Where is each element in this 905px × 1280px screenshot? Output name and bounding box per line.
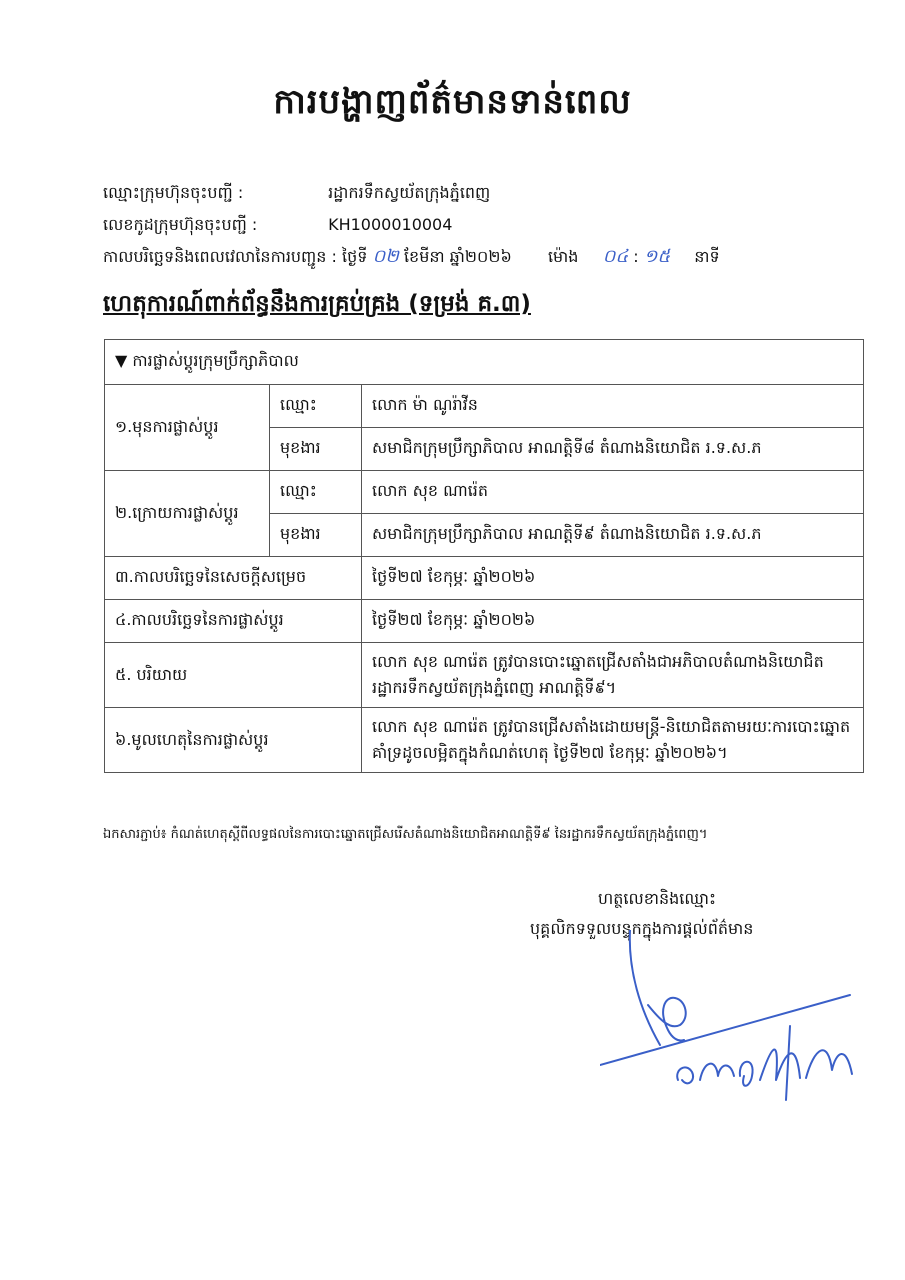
company-code-value: KH1000010004 — [328, 215, 453, 234]
handwritten-signature-icon — [600, 930, 870, 1105]
submission-time-label: ម៉ោង — [547, 247, 579, 266]
decision-date-value: ថ្ងៃទី២៧ ខែកុម្ភៈ ឆ្នាំ២០២៦ — [362, 557, 864, 600]
change-date-value: ថ្ងៃទី២៧ ខែកុម្ភៈ ឆ្នាំ២០២៦ — [362, 600, 864, 643]
submission-day: ០២ — [372, 246, 399, 267]
decision-date-label: ៣.កាលបរិច្ឆេទនៃសេចក្តីសម្រេច — [105, 557, 362, 600]
after-position-value: សមាជិកក្រុមប្រឹក្សាភិបាល អាណត្តិទី៩ តំណាងនិយោជិត រ.ទ.ស.ភ — [362, 514, 864, 557]
board-change-table — [104, 339, 864, 773]
table-row — [105, 643, 864, 708]
before-position-value: សមាជិកក្រុមប្រឹក្សាភិបាល អាណត្តិទី៨ តំណាងនិយោជិត រ.ទ.ស.ភ — [362, 428, 864, 471]
table-header-row — [105, 340, 864, 385]
table-header: ▼ ការផ្លាស់ប្តូរក្រុមប្រឹក្សាភិបាល — [105, 340, 864, 385]
before-position-label: មុខងារ — [270, 428, 362, 471]
before-name-label: ឈ្មោះ — [270, 385, 362, 428]
table-row — [105, 557, 864, 600]
after-position-label: មុខងារ — [270, 514, 362, 557]
submission-time-separator: : — [633, 247, 639, 266]
after-change-label: ២.ក្រោយការផ្លាស់ប្តូរ — [105, 471, 270, 557]
attachment-note: ឯកសារភ្ជាប់៖ កំណត់ហេតុស្តីពីលទ្ធផលនៃការបោះឆ្នោតជ្រើសរើសតំណាងនិយោជិតអាណត្តិទី៩ នៃរដ្ឋាករទឹកស្វយ័តក្រុងភ្នំពេញ។ — [103, 827, 708, 842]
submission-date-label: កាលបរិច្ឆេទនិងពេលវេលានៃការបញ្ជូន : ថ្ងៃទី — [103, 247, 368, 266]
company-name-label: ឈ្មោះក្រុមហ៊ុនចុះបញ្ជី : — [103, 183, 244, 202]
before-name-value: លោក ម៉ា ណូរ៉ាវីន — [362, 385, 864, 428]
after-name-value: លោក សុខ ណារ៉េត — [362, 471, 864, 514]
description-label: ៥. បរិយាយ — [105, 643, 362, 708]
submission-datetime-row — [103, 244, 720, 271]
reason-value: លោក សុខ ណារ៉េត ត្រូវបានជ្រើសតាំងដោយមន្ត្រី-និយោជិតតាមរយៈការបោះឆ្នោតគាំទ្រដូចលម្អិតក្នុងកំណត់ហេតុ ថ្ងៃទី២៧ ខែកុម្ភៈ ឆ្នាំ២០២៦។ — [362, 708, 864, 773]
company-code-label: លេខកូដក្រុមហ៊ុនចុះបញ្ជី : — [103, 215, 258, 234]
signature-caption: ហត្ថលេខានិងឈ្មោះ — [598, 889, 716, 908]
table-row — [105, 708, 864, 773]
table-row — [105, 385, 864, 428]
company-code-row — [103, 214, 452, 238]
document-title: ការបង្ហាញព័ត៌មានទាន់ពេល — [273, 82, 632, 122]
section-title: ហេតុការណ៍ពាក់ព័ន្ធនឹងការគ្រប់គ្រង (ទម្រង់ គ.៣) — [103, 291, 531, 317]
after-name-label: ឈ្មោះ — [270, 471, 362, 514]
submission-time-unit: នាទី — [694, 247, 720, 266]
submission-minute: ១៥ — [643, 246, 671, 267]
submission-hour: ០៤ — [602, 246, 629, 267]
description-value: លោក សុខ ណារ៉េត ត្រូវបានបោះឆ្នោតជ្រើសតាំងជាអភិបាលតំណាងនិយោជិត រដ្ឋាករទឹកស្វយ័តក្រុងភ្នំពេញ អាណត្តិទី៩។ — [362, 643, 864, 708]
before-change-label: ១.មុនការផ្លាស់ប្តូរ — [105, 385, 270, 471]
signature-role: បុគ្គលិកទទួលបន្ទុកក្នុងការផ្តល់ព័ត៌មាន — [530, 919, 754, 938]
change-date-label: ៤.កាលបរិច្ឆេទនៃការផ្លាស់ប្តូរ — [105, 600, 362, 643]
company-name-value: រដ្ឋាករទឹកស្វយ័តក្រុងភ្នំពេញ — [328, 183, 491, 202]
submission-month-year: ខែមីនា ឆ្នាំ២០២៦ — [403, 247, 512, 266]
table-row — [105, 600, 864, 643]
reason-label: ៦.មូលហេតុនៃការផ្លាស់ប្តូរ — [105, 708, 362, 773]
company-name-row — [103, 182, 490, 206]
table-row — [105, 471, 864, 514]
